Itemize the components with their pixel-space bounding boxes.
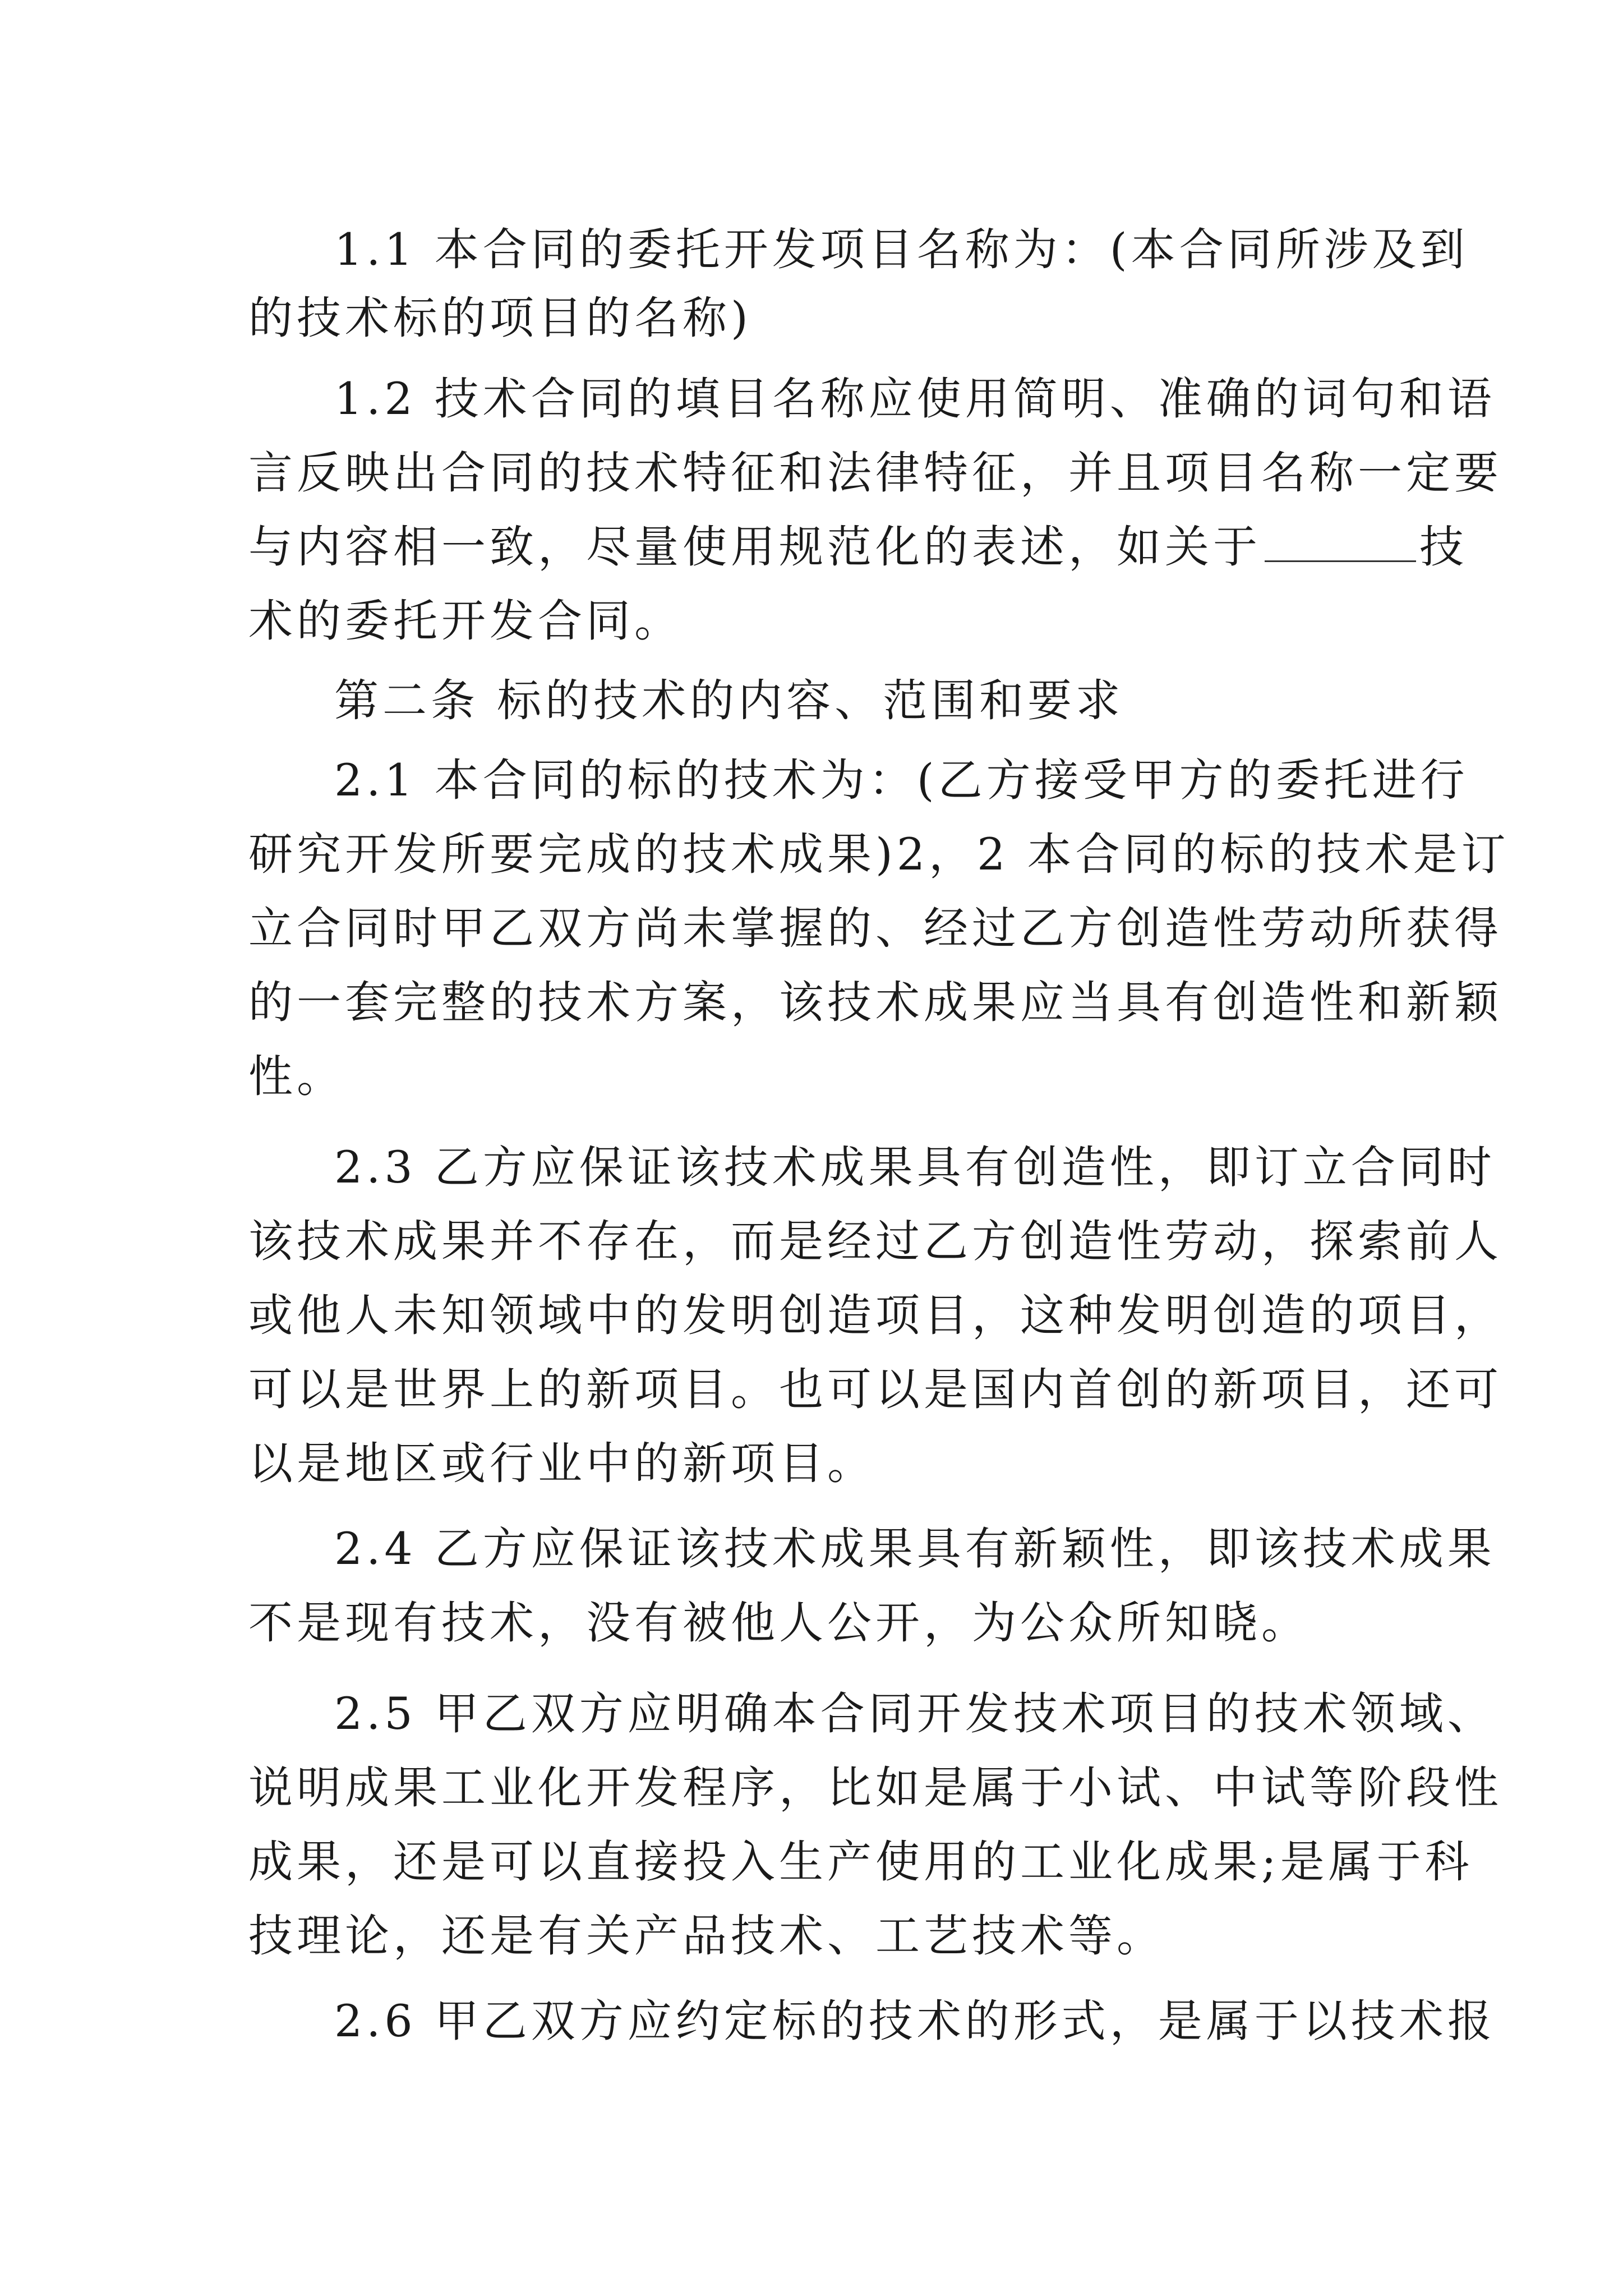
text-line: 2.4 乙方应保证该技术成果具有新颖性，即该技术成果 [334,1523,1496,1575]
text-line: 2.1 本合同的标的技术为：(乙方接受甲方的委托进行 [334,754,1469,806]
text-line: 或他人未知领域中的发明创造项目，这种发明创造的项目， [248,1290,1502,1341]
text-line: 研究开发所要完成的技术成果)2，2 本合同的标的技术是订 [248,829,1510,880]
text-line: 以是地区或行业中的新项目。 [248,1438,875,1489]
text-segment: 与内容相一致，尽量使用规范化的表述，如关于 [248,521,1261,573]
text-line: 术的委托开发合同。 [248,595,683,647]
text-line: 的技术标的项目的名称) [248,292,752,344]
text-line: 技理论，还是有关产品技术、工艺技术等。 [248,1910,1165,1962]
fill-in-blank [1265,558,1416,562]
text-line: 不是现有技术，没有被他人公开，为公众所知晓。 [248,1597,1310,1649]
text-line: 说明成果工业化开发程序，比如是属于小试、中试等阶段性 [248,1762,1502,1814]
text-segment: 技 [1419,521,1468,573]
text-line: 立合同时甲乙双方尚未掌握的、经过乙方创造性劳动所获得 [248,903,1502,954]
text-line: 成果，还是可以直接投入生产使用的工业化成果;是属于科 [248,1836,1473,1888]
section-heading: 第二条 标的技术的内容、范围和要求 [334,675,1124,726]
text-line: 可以是世界上的新项目。也可以是国内首创的新项目，还可 [248,1364,1502,1415]
text-line: 性。 [248,1051,345,1102]
text-line: 2.3 乙方应保证该技术成果具有创造性，即订立合同时 [334,1142,1496,1193]
text-line: 1.2 技术合同的填目名称应使用简明、准确的词句和语 [334,373,1496,425]
text-line: 该技术成果并不存在，而是经过乙方创造性劳动，探索前人 [248,1216,1502,1267]
text-line: 言反映出合同的技术特征和法律特征，并且项目名称一定要 [248,447,1502,499]
text-line: 2.6 甲乙双方应约定标的技术的形式，是属于以技术报 [334,1995,1496,2047]
text-line-with-blank [248,519,1468,575]
text-line: 1.1 本合同的委托开发项目名称为：(本合同所涉及到 [334,224,1469,275]
text-line: 2.5 甲乙双方应明确本合同开发技术项目的技术领域、 [334,1688,1496,1740]
text-line: 的一套完整的技术方案，该技术成果应当具有创造性和新颖 [248,977,1502,1028]
